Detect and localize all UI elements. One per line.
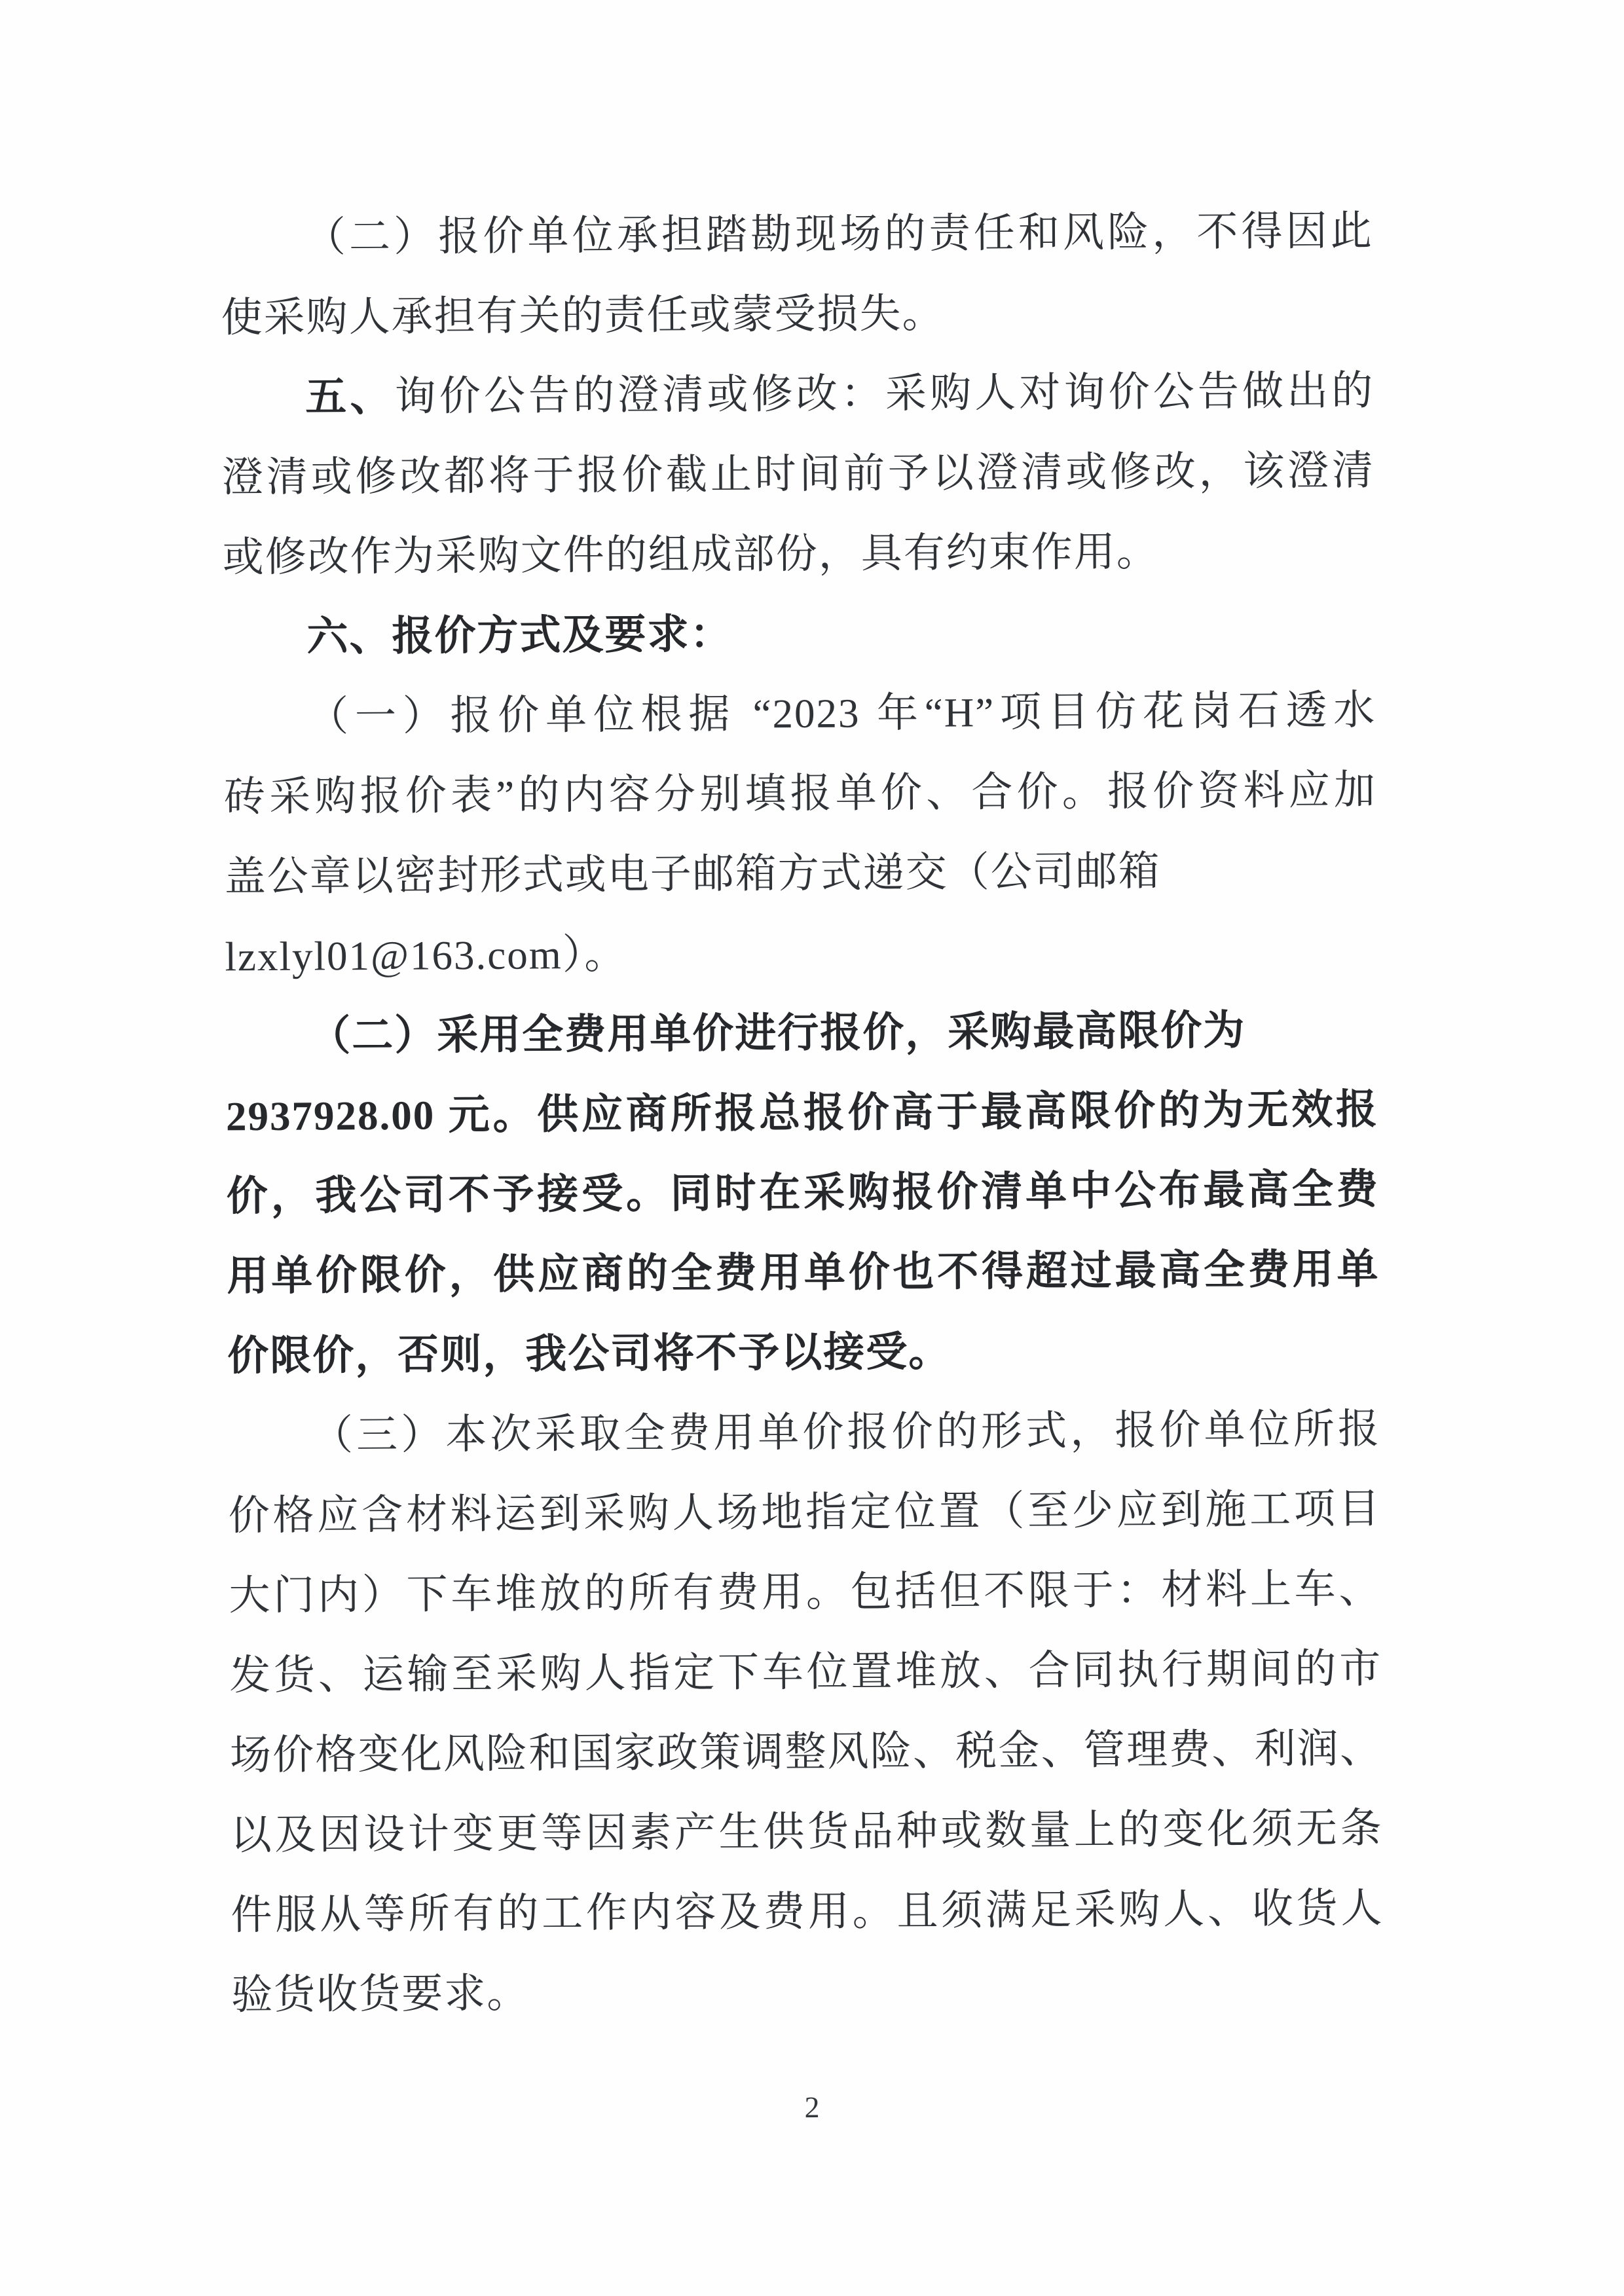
text-line <box>224 750 1377 837</box>
text-segment: lzxlyl01@163.com）。 <box>225 931 627 980</box>
text-line <box>221 271 1374 358</box>
text-line <box>230 1789 1383 1876</box>
text-line <box>228 1389 1381 1476</box>
text-line <box>225 990 1378 1077</box>
text-segment: （二）报价单位承担踏勘现场的责任和风险，不得因此 <box>304 208 1373 261</box>
text-segment: 询价公告的澄清或修改：采购人对询价公告做出的 <box>394 367 1375 420</box>
text-line <box>222 431 1375 518</box>
text-line <box>223 591 1376 678</box>
text-segment: 价格应含材料运到采购人场地指定位置（至少应到施工项目 <box>228 1485 1381 1539</box>
text-line <box>224 830 1377 917</box>
text-line <box>226 1070 1379 1157</box>
text-line <box>230 1709 1383 1796</box>
text-line <box>222 511 1375 598</box>
bold-text-segment: 价，我公司不予接受。同时在采购报价清单中公布最高全费 <box>226 1166 1379 1220</box>
text-line <box>231 1948 1384 2035</box>
text-line <box>223 670 1376 757</box>
text-line <box>226 1150 1379 1237</box>
text-segment: 发货、运输至采购人指定下车位置堆放、合同执行期间的市 <box>229 1645 1382 1699</box>
text-line <box>231 1868 1384 1956</box>
text-segment: 使采购人承担有关的责任或蒙受损失。 <box>221 290 945 341</box>
bold-text-segment: 六、报价方式及要求： <box>306 611 733 660</box>
text-segment: 验货收货要求。 <box>231 1970 530 2018</box>
text-line <box>227 1230 1380 1317</box>
text-line <box>221 351 1375 438</box>
bold-text-segment: 五、 <box>305 373 395 420</box>
text-segment: 或修改作为采购文件的组成部份，具有约束作用。 <box>222 528 1159 581</box>
text-segment: 大门内）下车堆放的所有费用。包括但不限于：材料上车、 <box>229 1565 1382 1619</box>
text-segment: （一）报价单位根据 “2023 年“H”项目仿花岗石透水 <box>307 687 1376 740</box>
text-segment: 件服从等所有的工作内容及费用。且须满足采购人、收货人 <box>231 1885 1384 1939</box>
text-line <box>228 1469 1381 1556</box>
bold-text-segment: （二）采用全费用单价进行报价，采购最高限价为 <box>309 1007 1246 1059</box>
text-line <box>220 191 1373 278</box>
page-number: 2 <box>804 2090 820 2124</box>
text-segment: 砖采购报价表”的内容分别填报单价、合价。报价资料应加 <box>223 767 1377 820</box>
text-segment: 盖公章以密封形式或电子邮箱方式递交（公司邮箱 <box>224 848 1161 900</box>
bold-text-segment: 2937928.00 元。供应商所报总报价高于最高限价的为无效报 <box>225 1086 1379 1140</box>
text-line <box>225 910 1378 997</box>
bold-text-segment: 用单价限价，供应商的全费用单价也不得超过最高全费用单 <box>227 1246 1380 1300</box>
text-segment: 澄清或修改都将于报价截止时间前予以澄清或修改，该澄清 <box>221 447 1375 501</box>
text-segment: 以及因设计变更等因素产生供货品种或数量上的变化须无条 <box>230 1805 1383 1859</box>
text-segment: （三）本次采取全费用单价报价的形式，报价单位所报 <box>311 1406 1381 1459</box>
document-text <box>220 191 1384 2035</box>
text-line <box>229 1629 1382 1716</box>
text-line <box>227 1309 1380 1396</box>
bold-text-segment: 价限价，否则，我公司将不予以接受。 <box>227 1328 951 1379</box>
text-line <box>229 1549 1382 1636</box>
text-segment: 场价格变化风险和国家政策调整风险、税金、管理费、利润、 <box>229 1725 1383 1779</box>
